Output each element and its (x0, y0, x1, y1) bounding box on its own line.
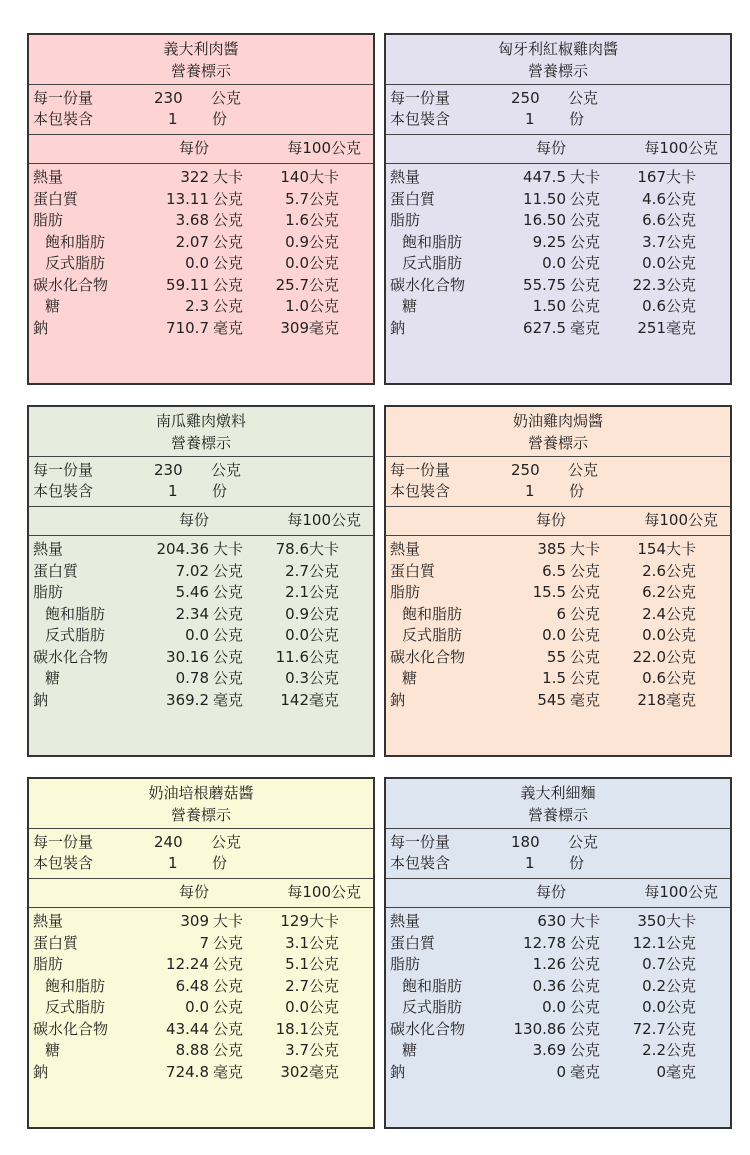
per-serving-header: 每份 (536, 511, 567, 529)
per-100g-value: 0.6公克 (642, 297, 696, 315)
per-serving-value: 6.5 (542, 561, 566, 580)
per-100g-value: 0.0公克 (642, 998, 696, 1016)
servings-per-package-unit: 份 (569, 482, 585, 500)
per-serving-value: 322 (180, 168, 209, 186)
nutrient-name: 蛋白質 (33, 933, 79, 952)
nutrition-label-heading: 營養標示 (527, 434, 588, 452)
per-serving-unit: 公克 (213, 189, 244, 208)
per-serving-unit: 公克 (213, 1041, 244, 1059)
nutrient-name: 糖 (402, 1041, 418, 1059)
nutrient-name: 熱量 (33, 540, 64, 558)
per-serving-unit: 公克 (213, 297, 244, 315)
divider-line (29, 134, 373, 135)
divider-line (386, 163, 730, 164)
per-serving-unit: 公克 (570, 275, 601, 294)
divider-line (29, 828, 373, 829)
per-serving-value: 0.78 (175, 669, 209, 687)
servings-per-package-value: 1 (525, 854, 535, 872)
per-100g-value: 0.0公克 (285, 626, 339, 644)
nutrient-name: 糖 (402, 297, 418, 315)
per-serving-value: 6 (556, 604, 566, 623)
nutrient-name: 糖 (402, 669, 418, 687)
per-serving-unit: 毫克 (570, 318, 601, 337)
per-serving-value: 11.50 (523, 189, 566, 208)
nutrient-name: 熱量 (390, 912, 421, 930)
nutrient-name: 脂肪 (33, 955, 64, 973)
per-serving-value: 447.5 (523, 168, 566, 186)
per-100g-value: 1.0公克 (285, 297, 339, 315)
servings-per-package-unit: 份 (569, 854, 585, 872)
per-serving-value: 43.44 (166, 1019, 209, 1038)
per-100g-value: 0.9公克 (285, 604, 339, 623)
nutrient-name: 飽和脂肪 (45, 604, 106, 623)
per-serving-value: 59.11 (166, 275, 209, 294)
per-serving-value: 2.34 (175, 604, 209, 623)
nutrient-name: 脂肪 (390, 211, 421, 229)
divider-line (29, 163, 373, 164)
per-serving-unit: 公克 (570, 297, 601, 315)
nutrient-name: 熱量 (390, 168, 421, 186)
per-100g-value: 0.3公克 (285, 669, 339, 687)
serving-size-unit: 公克 (568, 89, 599, 107)
nutrient-name: 蛋白質 (33, 189, 79, 208)
nutrient-name: 飽和脂肪 (402, 604, 463, 623)
serving-size-label: 每一份量 (390, 89, 451, 107)
per-serving-unit: 公克 (213, 254, 244, 272)
per-100g-value: 142毫克 (280, 690, 339, 709)
per-serving-unit: 大卡 (570, 168, 601, 186)
per-100g-value: 6.6公克 (642, 211, 696, 229)
nutrient-name: 飽和脂肪 (45, 232, 106, 251)
serving-size-unit: 公克 (211, 833, 242, 851)
nutrient-name: 熱量 (390, 540, 421, 558)
per-100g-value: 3.7公克 (642, 232, 696, 251)
divider-line (29, 907, 373, 908)
nutrition-label-heading: 營養標示 (170, 62, 231, 80)
nutrient-name: 鈉 (33, 1062, 49, 1081)
per-serving-unit: 公克 (570, 583, 601, 601)
servings-per-package-unit: 份 (212, 482, 228, 500)
per-100g-value: 0毫克 (656, 1062, 696, 1081)
per-serving-unit: 公克 (213, 1019, 244, 1038)
per-100g-value: 0.0公克 (642, 254, 696, 272)
per-100g-value: 11.6公克 (275, 647, 339, 666)
per-serving-value: 3.69 (532, 1041, 566, 1059)
per-serving-unit: 公克 (570, 955, 601, 973)
nutrient-name: 脂肪 (33, 211, 64, 229)
per-serving-header: 每份 (536, 883, 567, 901)
per-serving-unit: 公克 (570, 647, 601, 666)
per-serving-unit: 大卡 (213, 912, 244, 930)
per-100g-value: 1.6公克 (285, 211, 339, 229)
per-100g-value: 3.7公克 (285, 1041, 339, 1059)
nutrition-label-heading: 營養標示 (170, 806, 231, 824)
per-serving-value: 0.0 (542, 998, 566, 1016)
nutrient-name: 反式脂肪 (402, 254, 463, 272)
nutrient-name: 熱量 (33, 912, 64, 930)
nutrient-name: 鈉 (33, 690, 49, 709)
servings-per-package-unit: 份 (212, 854, 228, 872)
divider-line (386, 84, 730, 85)
nutrient-name: 脂肪 (390, 955, 421, 973)
serving-size-label: 每一份量 (33, 833, 94, 851)
divider-line (29, 456, 373, 457)
per-serving-value: 30.16 (166, 647, 209, 666)
nutrient-name: 蛋白質 (33, 561, 79, 580)
nutrient-name: 鈉 (390, 318, 406, 337)
per-100g-value: 140大卡 (280, 168, 339, 186)
servings-per-package-value: 1 (525, 482, 535, 500)
per-100g-value: 2.7公克 (285, 561, 339, 580)
per-serving-unit: 公克 (213, 933, 244, 952)
nutrient-name: 糖 (45, 1041, 61, 1059)
per-serving-value: 55.75 (523, 275, 566, 294)
per-serving-unit: 公克 (570, 232, 601, 251)
per-100g-header: 每100公克 (287, 883, 361, 901)
per-100g-value: 309毫克 (280, 318, 339, 337)
per-serving-value: 15.5 (532, 583, 566, 601)
per-100g-value: 218毫克 (637, 690, 696, 709)
per-100g-value: 0.9公克 (285, 232, 339, 251)
servings-per-package-value: 1 (168, 482, 178, 500)
per-serving-value: 309 (180, 912, 209, 930)
per-serving-value: 6.48 (175, 976, 209, 995)
per-serving-unit: 大卡 (213, 168, 244, 186)
per-100g-header: 每100公克 (644, 883, 718, 901)
per-100g-value: 167大卡 (637, 168, 696, 186)
serving-size-value: 230 (154, 461, 183, 479)
per-serving-value: 0.0 (542, 254, 566, 272)
per-serving-unit: 公克 (213, 583, 244, 601)
per-100g-value: 2.1公克 (285, 583, 339, 601)
per-100g-value: 25.7公克 (275, 275, 339, 294)
per-serving-value: 7 (199, 933, 209, 952)
per-serving-value: 3.68 (175, 211, 209, 229)
per-serving-value: 710.7 (166, 318, 209, 337)
per-100g-value: 2.4公克 (642, 604, 696, 623)
per-100g-value: 0.0公克 (642, 626, 696, 644)
per-serving-unit: 大卡 (213, 540, 244, 558)
per-100g-value: 78.6大卡 (275, 540, 339, 558)
divider-line (386, 134, 730, 135)
serving-size-label: 每一份量 (390, 461, 451, 479)
per-serving-value: 724.8 (166, 1062, 209, 1081)
per-serving-value: 12.78 (523, 933, 566, 952)
serving-size-unit: 公克 (568, 833, 599, 851)
nutrition-panel (384, 405, 732, 757)
per-serving-unit: 公克 (570, 604, 601, 623)
per-100g-value: 0.7公克 (642, 955, 696, 973)
per-serving-unit: 公克 (570, 189, 601, 208)
per-100g-value: 18.1公克 (275, 1019, 339, 1038)
servings-per-package-label: 本包裝含 (390, 110, 451, 128)
nutrient-name: 蛋白質 (390, 189, 436, 208)
servings-per-package-value: 1 (168, 110, 178, 128)
nutrition-panel (384, 777, 732, 1129)
per-serving-value: 2.3 (185, 297, 209, 315)
nutrient-name: 反式脂肪 (45, 254, 106, 272)
per-100g-value: 4.6公克 (642, 189, 696, 208)
serving-size-label: 每一份量 (33, 461, 94, 479)
nutrition-label-heading: 營養標示 (170, 434, 231, 452)
per-serving-value: 369.2 (166, 690, 209, 709)
per-serving-unit: 公克 (570, 1041, 601, 1059)
nutrient-name: 反式脂肪 (402, 998, 463, 1016)
product-name: 奶油培根蘑菇醬 (148, 784, 254, 802)
serving-size-unit: 公克 (211, 461, 242, 479)
nutrient-name: 糖 (45, 297, 61, 315)
per-100g-header: 每100公克 (644, 511, 718, 529)
per-serving-value: 0.0 (185, 254, 209, 272)
nutrient-name: 飽和脂肪 (402, 976, 463, 995)
nutrient-name: 糖 (45, 669, 61, 687)
per-serving-unit: 公克 (213, 232, 244, 251)
per-100g-value: 22.0公克 (632, 647, 696, 666)
per-100g-value: 5.1公克 (285, 955, 339, 973)
product-name: 南瓜雞肉燉料 (155, 412, 246, 430)
divider-line (386, 878, 730, 879)
per-100g-value: 22.3公克 (632, 275, 696, 294)
nutrient-name: 碳水化合物 (390, 1019, 466, 1038)
per-100g-value: 129大卡 (280, 912, 339, 930)
per-serving-unit: 公克 (213, 955, 244, 973)
nutrition-label-heading: 營養標示 (527, 62, 588, 80)
per-100g-value: 72.7公克 (632, 1019, 696, 1038)
per-serving-value: 0 (556, 1062, 566, 1081)
per-serving-unit: 公克 (570, 976, 601, 995)
nutrient-name: 碳水化合物 (33, 275, 109, 294)
per-100g-value: 350大卡 (637, 912, 696, 930)
per-serving-value: 0.36 (532, 976, 566, 995)
per-serving-unit: 公克 (570, 254, 601, 272)
per-serving-unit: 公克 (213, 647, 244, 666)
nutrient-name: 脂肪 (390, 583, 421, 601)
servings-per-package-label: 本包裝含 (390, 482, 451, 500)
servings-per-package-unit: 份 (212, 110, 228, 128)
per-serving-unit: 毫克 (213, 690, 244, 709)
per-serving-unit: 公克 (570, 669, 601, 687)
nutrient-name: 碳水化合物 (33, 1019, 109, 1038)
divider-line (386, 456, 730, 457)
serving-size-label: 每一份量 (390, 833, 451, 851)
per-serving-unit: 大卡 (570, 540, 601, 558)
per-serving-unit: 公克 (570, 998, 601, 1016)
per-serving-unit: 公克 (570, 1019, 601, 1038)
per-serving-header: 每份 (179, 139, 210, 157)
nutrient-name: 碳水化合物 (390, 647, 466, 666)
per-serving-unit: 公克 (570, 211, 601, 229)
per-serving-header: 每份 (179, 883, 210, 901)
serving-size-unit: 公克 (211, 89, 242, 107)
serving-size-value: 240 (154, 833, 183, 851)
per-serving-value: 385 (537, 540, 566, 558)
per-serving-unit: 毫克 (213, 318, 244, 337)
per-serving-value: 1.26 (532, 955, 566, 973)
per-100g-value: 0.2公克 (642, 976, 696, 995)
serving-size-value: 230 (154, 89, 183, 107)
per-100g-value: 5.7公克 (285, 189, 339, 208)
per-serving-value: 0.0 (542, 626, 566, 644)
per-serving-value: 130.86 (513, 1019, 566, 1038)
per-serving-header: 每份 (179, 511, 210, 529)
per-serving-value: 13.11 (166, 189, 209, 208)
per-100g-value: 2.7公克 (285, 976, 339, 995)
servings-per-package-value: 1 (168, 854, 178, 872)
per-serving-unit: 公克 (570, 561, 601, 580)
servings-per-package-unit: 份 (569, 110, 585, 128)
divider-line (386, 506, 730, 507)
per-serving-value: 12.24 (166, 955, 209, 973)
serving-size-unit: 公克 (568, 461, 599, 479)
per-100g-value: 6.2公克 (642, 583, 696, 601)
per-serving-unit: 公克 (213, 669, 244, 687)
nutrition-panel (27, 405, 375, 757)
per-serving-value: 204.36 (156, 540, 209, 558)
nutrient-name: 鈉 (33, 318, 49, 337)
serving-size-value: 250 (511, 89, 540, 107)
nutrient-name: 反式脂肪 (45, 626, 106, 644)
per-serving-value: 9.25 (532, 232, 566, 251)
per-100g-value: 12.1公克 (632, 933, 696, 952)
per-100g-value: 251毫克 (637, 318, 696, 337)
per-serving-unit: 公克 (570, 933, 601, 952)
per-100g-header: 每100公克 (287, 511, 361, 529)
nutrient-name: 蛋白質 (390, 561, 436, 580)
nutrition-label-heading: 營養標示 (527, 806, 588, 824)
per-serving-value: 1.5 (542, 669, 566, 687)
per-100g-value: 0.0公克 (285, 998, 339, 1016)
per-serving-unit: 公克 (213, 561, 244, 580)
per-100g-value: 2.6公克 (642, 561, 696, 580)
divider-line (29, 84, 373, 85)
servings-per-package-label: 本包裝含 (33, 482, 94, 500)
per-serving-unit: 公克 (213, 998, 244, 1016)
per-serving-value: 55 (546, 647, 566, 666)
per-serving-value: 545 (537, 690, 566, 709)
product-name: 義大利肉醬 (163, 40, 239, 58)
nutrient-name: 蛋白質 (390, 933, 436, 952)
nutrient-name: 碳水化合物 (390, 275, 466, 294)
per-serving-unit: 公克 (213, 604, 244, 623)
per-serving-value: 630 (537, 912, 566, 930)
per-serving-value: 1.50 (532, 297, 566, 315)
servings-per-package-label: 本包裝含 (390, 854, 451, 872)
servings-per-package-label: 本包裝含 (33, 854, 94, 872)
divider-line (386, 535, 730, 536)
product-name: 奶油雞肉焗醬 (512, 412, 603, 430)
nutrient-name: 反式脂肪 (45, 998, 106, 1016)
nutrient-name: 飽和脂肪 (402, 232, 463, 251)
nutrient-name: 脂肪 (33, 583, 64, 601)
per-serving-value: 5.46 (175, 583, 209, 601)
nutrient-name: 碳水化合物 (33, 647, 109, 666)
per-serving-unit: 公克 (213, 211, 244, 229)
per-serving-value: 7.02 (175, 561, 209, 580)
divider-line (29, 878, 373, 879)
divider-line (29, 535, 373, 536)
nutrient-name: 反式脂肪 (402, 626, 463, 644)
divider-line (29, 506, 373, 507)
nutrition-panel (27, 33, 375, 385)
per-serving-header: 每份 (536, 139, 567, 157)
nutrition-panel (384, 33, 732, 385)
per-serving-value: 0.0 (185, 626, 209, 644)
divider-line (386, 907, 730, 908)
product-name: 義大利細麵 (520, 784, 596, 802)
servings-per-package-label: 本包裝含 (33, 110, 94, 128)
per-100g-header: 每100公克 (287, 139, 361, 157)
per-100g-value: 302毫克 (280, 1062, 339, 1081)
nutrient-name: 飽和脂肪 (45, 976, 106, 995)
per-serving-value: 16.50 (523, 211, 566, 229)
per-serving-unit: 大卡 (570, 912, 601, 930)
per-100g-header: 每100公克 (644, 139, 718, 157)
per-100g-value: 0.0公克 (285, 254, 339, 272)
per-serving-unit: 公克 (213, 275, 244, 294)
per-serving-unit: 公克 (213, 976, 244, 995)
nutrient-name: 熱量 (33, 168, 64, 186)
serving-size-value: 180 (511, 833, 540, 851)
nutrient-name: 鈉 (390, 1062, 406, 1081)
per-serving-unit: 公克 (213, 626, 244, 644)
nutrition-panel (27, 777, 375, 1129)
nutrient-name: 鈉 (390, 690, 406, 709)
per-100g-value: 154大卡 (637, 540, 696, 558)
per-serving-unit: 公克 (570, 626, 601, 644)
serving-size-label: 每一份量 (33, 89, 94, 107)
servings-per-package-value: 1 (525, 110, 535, 128)
per-serving-unit: 毫克 (570, 1062, 601, 1081)
per-serving-unit: 毫克 (570, 690, 601, 709)
product-name: 匈牙利紅椒雞肉醬 (497, 40, 618, 58)
per-serving-value: 627.5 (523, 318, 566, 337)
per-100g-value: 3.1公克 (285, 933, 339, 952)
per-serving-value: 0.0 (185, 998, 209, 1016)
per-serving-unit: 毫克 (213, 1062, 244, 1081)
per-100g-value: 0.6公克 (642, 669, 696, 687)
serving-size-value: 250 (511, 461, 540, 479)
divider-line (386, 828, 730, 829)
per-serving-value: 8.88 (175, 1041, 209, 1059)
per-serving-value: 2.07 (175, 232, 209, 251)
per-100g-value: 2.2公克 (642, 1041, 696, 1059)
